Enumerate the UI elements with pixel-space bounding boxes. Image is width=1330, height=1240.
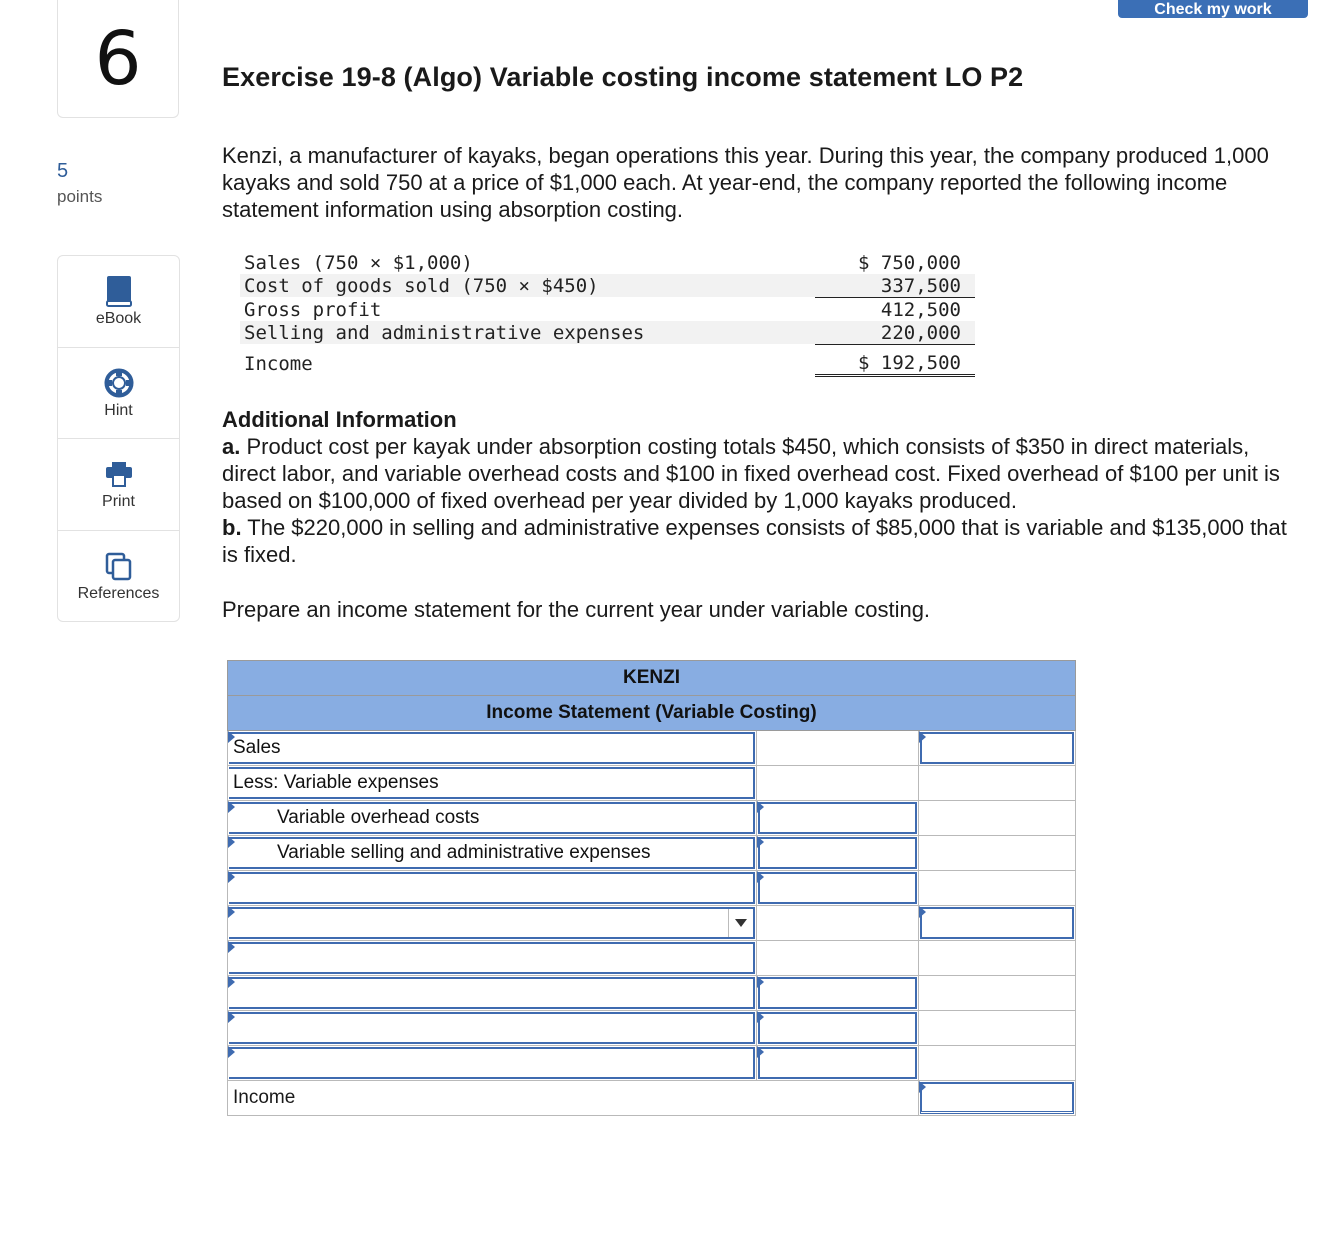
less-variable-cell bbox=[228, 766, 757, 801]
hint-button[interactable] bbox=[58, 348, 179, 440]
empty-cell bbox=[757, 906, 919, 941]
tools-panel bbox=[57, 255, 180, 622]
lifebuoy-icon bbox=[104, 368, 134, 398]
blank-label-input[interactable] bbox=[229, 1012, 755, 1044]
item-a-text: Product cost per kayak under absorption costing totals $450, which consists of $350 in direct materials, direct labor, and variable overhead costs and $100 in fixed overhead cost. Fixed overhead of $100 per unit is based on $100,000 of fixed overhead per year divided by 1,000 kayaks produced. bbox=[222, 434, 1280, 513]
worksheet-header bbox=[228, 696, 1076, 731]
empty-cell bbox=[919, 1046, 1076, 1081]
variable-selling-amount-input[interactable] bbox=[758, 837, 917, 869]
blank-amount-input[interactable] bbox=[758, 1047, 917, 1079]
input-marker-icon bbox=[228, 731, 235, 743]
empty-cell bbox=[919, 941, 1076, 976]
empty-cell bbox=[757, 766, 919, 801]
hint-label: Hint bbox=[104, 401, 133, 419]
chevron-down-icon[interactable] bbox=[728, 909, 752, 937]
print-button[interactable] bbox=[58, 439, 179, 531]
blank-label-input[interactable] bbox=[229, 977, 755, 1009]
input-marker-icon bbox=[757, 976, 764, 988]
input-marker-icon bbox=[919, 906, 926, 918]
empty-cell bbox=[919, 801, 1076, 836]
sales-total-cell bbox=[919, 731, 1076, 766]
given-label: Cost of goods sold (750 × $450) bbox=[240, 274, 815, 298]
input-marker-icon bbox=[228, 1046, 235, 1058]
blank-label-cell bbox=[228, 1011, 757, 1046]
ebook-label: eBook bbox=[95, 310, 142, 327]
empty-cell bbox=[757, 731, 919, 766]
input-marker-icon bbox=[228, 906, 235, 918]
input-marker-icon bbox=[228, 871, 235, 883]
variable-overhead-cell bbox=[228, 801, 757, 836]
income-label-cell bbox=[228, 1081, 919, 1116]
empty-cell bbox=[919, 836, 1076, 871]
question-number-box bbox=[57, 0, 179, 118]
blank-amount-input[interactable] bbox=[758, 1012, 917, 1044]
dropdown-cell bbox=[228, 906, 757, 941]
given-label: Selling and administrative expenses bbox=[240, 321, 815, 345]
points-label: points bbox=[57, 187, 103, 206]
additional-item-a bbox=[222, 433, 1307, 514]
input-marker-icon bbox=[228, 941, 235, 953]
table-row bbox=[228, 836, 1076, 871]
less-variable-label-field[interactable]: Less: Variable expenses bbox=[229, 767, 755, 799]
given-row bbox=[240, 297, 975, 321]
blank-amount-input[interactable] bbox=[758, 872, 917, 904]
given-row bbox=[240, 274, 975, 298]
input-marker-icon bbox=[228, 836, 235, 848]
blank-label-input[interactable] bbox=[229, 872, 755, 904]
input-marker-icon bbox=[228, 1011, 235, 1023]
variable-selling-label-field[interactable]: Variable selling and administrative expenses bbox=[229, 837, 755, 869]
blank-label-input[interactable] bbox=[229, 1047, 755, 1079]
given-amount: 337,500 bbox=[815, 274, 975, 298]
variable-selling-amount-cell bbox=[757, 836, 919, 871]
variable-overhead-amount-cell bbox=[757, 801, 919, 836]
input-marker-icon bbox=[228, 976, 235, 988]
problem-intro: Kenzi, a manufacturer of kayaks, began operations this year. During this year, the company produced 1,000 kayaks and sold 750 at a price of $1,000 each. At year-end, the company reported the following income statement information using absorption costing. bbox=[222, 143, 1269, 222]
additional-heading: Additional Information bbox=[222, 407, 457, 432]
table-row bbox=[228, 906, 1076, 941]
variable-overhead-label-field[interactable]: Variable overhead costs bbox=[229, 802, 755, 834]
sales-label-cell bbox=[228, 731, 757, 766]
given-label: Gross profit bbox=[244, 298, 382, 321]
income-total-cell bbox=[919, 1081, 1076, 1116]
given-row bbox=[240, 321, 975, 345]
statement-title: Income Statement (Variable Costing) bbox=[228, 696, 1076, 731]
additional-information bbox=[222, 406, 1307, 568]
table-row bbox=[228, 941, 1076, 976]
input-marker-icon bbox=[757, 801, 764, 813]
blank-amount-cell bbox=[757, 1011, 919, 1046]
sales-label-field[interactable]: Sales bbox=[229, 732, 755, 764]
income-amount-input[interactable] bbox=[920, 1082, 1074, 1114]
given-amount: 412,500 bbox=[880, 298, 961, 321]
income-label: Income bbox=[233, 1087, 296, 1108]
table-row bbox=[228, 871, 1076, 906]
book-icon bbox=[104, 276, 134, 306]
given-amount: $ 750,000 bbox=[858, 251, 961, 274]
references-button[interactable] bbox=[58, 531, 179, 623]
variable-costing-worksheet bbox=[227, 660, 1076, 1116]
item-b-text: The $220,000 in selling and administrative expenses consists of $85,000 that is variable and $135,000 that is fixed. bbox=[222, 515, 1287, 567]
blank-amount-input[interactable] bbox=[758, 977, 917, 1009]
empty-cell bbox=[757, 941, 919, 976]
table-row bbox=[228, 731, 1076, 766]
empty-cell bbox=[919, 766, 1076, 801]
dropdown-total-input[interactable] bbox=[920, 907, 1074, 939]
exercise-title: Exercise 19-8 (Algo) Variable costing income statement LO P2 bbox=[222, 62, 1024, 92]
points-value: 5 bbox=[57, 160, 69, 182]
blank-label-cell bbox=[228, 976, 757, 1011]
blank-label-input[interactable] bbox=[229, 942, 755, 974]
input-marker-icon bbox=[757, 1046, 764, 1058]
variable-overhead-amount-input[interactable] bbox=[758, 802, 917, 834]
table-row bbox=[228, 976, 1076, 1011]
given-amount: $ 192,500 bbox=[815, 344, 975, 375]
company-name: KENZI bbox=[228, 661, 1076, 696]
ebook-button[interactable] bbox=[58, 256, 179, 348]
table-row bbox=[228, 766, 1076, 801]
blank-amount-cell bbox=[757, 871, 919, 906]
table-row bbox=[228, 801, 1076, 836]
sales-amount-input[interactable] bbox=[920, 732, 1074, 764]
additional-item-b bbox=[222, 514, 1307, 568]
blank-label-cell bbox=[228, 1046, 757, 1081]
variable-selling-cell bbox=[228, 836, 757, 871]
question-number: 6 bbox=[94, 15, 142, 102]
absorption-income-statement bbox=[240, 250, 975, 377]
dropdown-total-cell bbox=[919, 906, 1076, 941]
blank-label-cell bbox=[228, 941, 757, 976]
empty-cell bbox=[919, 871, 1076, 906]
given-label: Sales (750 × $1,000) bbox=[244, 251, 473, 274]
table-row bbox=[228, 1011, 1076, 1046]
given-amount: 220,000 bbox=[815, 321, 975, 345]
references-label: References bbox=[77, 584, 160, 602]
given-row bbox=[240, 344, 975, 375]
worksheet-header bbox=[228, 661, 1076, 696]
input-marker-icon bbox=[919, 1081, 926, 1093]
printer-icon bbox=[104, 459, 134, 489]
check-my-work-button[interactable]: Check my work bbox=[1118, 0, 1308, 18]
given-row bbox=[240, 250, 975, 274]
input-marker-icon bbox=[757, 1011, 764, 1023]
copy-icon bbox=[104, 551, 134, 581]
label-dropdown[interactable] bbox=[229, 907, 755, 939]
given-label: Income bbox=[244, 353, 313, 375]
empty-cell bbox=[919, 1011, 1076, 1046]
input-marker-icon bbox=[919, 731, 926, 743]
input-marker-icon bbox=[757, 871, 764, 883]
blank-amount-cell bbox=[757, 1046, 919, 1081]
blank-amount-cell bbox=[757, 976, 919, 1011]
table-row bbox=[228, 1046, 1076, 1081]
print-label: Print bbox=[102, 493, 135, 510]
blank-label-cell bbox=[228, 871, 757, 906]
table-row bbox=[228, 1081, 1076, 1116]
input-marker-icon bbox=[757, 836, 764, 848]
item-b-prefix: b. bbox=[222, 515, 242, 540]
item-a-prefix: a. bbox=[222, 434, 241, 459]
input-marker-icon bbox=[228, 801, 235, 813]
instruction: Prepare an income statement for the current year under variable costing. bbox=[222, 597, 931, 622]
empty-cell bbox=[919, 976, 1076, 1011]
